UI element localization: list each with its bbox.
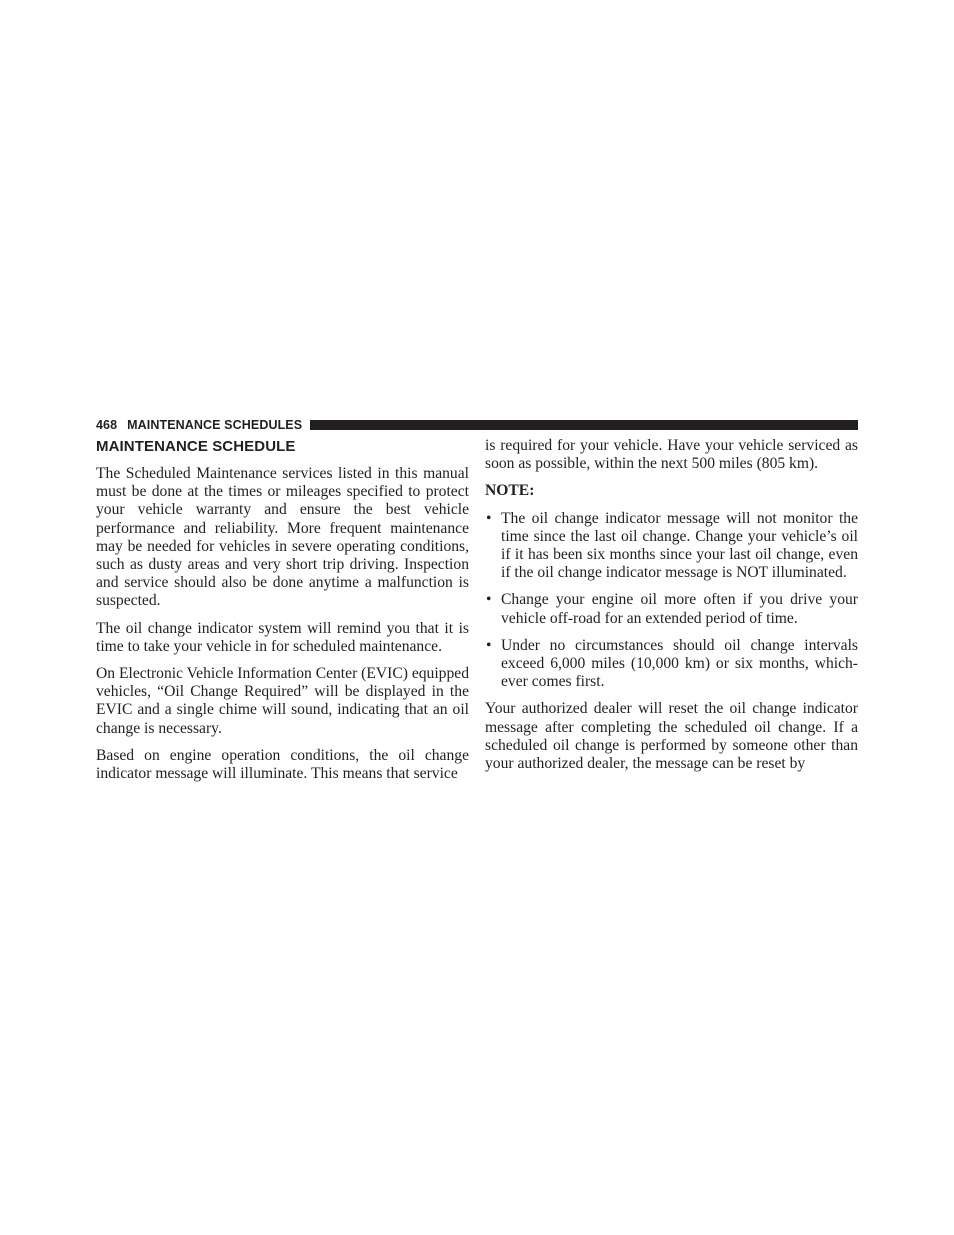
- paragraph-oil-change-reminder: The oil change indicator system will remind you that it is time to take your vehicle in for scheduled maintenance.: [96, 619, 469, 655]
- note-label: NOTE:: [485, 482, 535, 500]
- header-rule-bar: [310, 420, 858, 430]
- running-title: MAINTENANCE SCHEDULES: [127, 418, 303, 432]
- paragraph-continued: is required for your vehicle. Have your vehicle serviced as soon as possible, within the next 500 miles (805 km).: [485, 437, 858, 473]
- section-heading: MAINTENANCE SCHEDULE: [96, 438, 296, 455]
- bullet-text: Change your engine oil more often if you drive your vehicle off-road for an extended period of time.: [501, 591, 858, 627]
- right-column: [485, 437, 858, 782]
- paragraph-scheduled-maintenance: The Scheduled Maintenance services listed in this manual must be done at the times or mileages specified to protect your vehicle warranty and ensure the best vehicle performance and reliability. More frequent maintenance may be needed for vehicles in severe operating conditions, such as dusty areas and very short trip driving. Inspection and service should also be done anytime a malfunction is suspected.: [96, 465, 469, 610]
- running-header: [96, 416, 858, 434]
- bullet-icon: •: [486, 509, 492, 527]
- list-item: [485, 637, 858, 692]
- bullet-text: The oil change indicator message will not monitor the time since the last oil change. Change your vehicle’s oil if it has been six months since your last oil change, even if the oil change indicator message is NOT illuminated.: [501, 509, 858, 582]
- page-number: 468: [96, 418, 118, 432]
- list-item: [485, 591, 858, 627]
- bullet-text: Under no circumstances should oil change intervals exceed 6,000 miles (10,000 km) or six months, whichever comes first.: [501, 636, 858, 691]
- paragraph-dealer-reset: Your authorized dealer will reset the oil change indicator message after completing the scheduled oil change. If a scheduled oil change is performed by someone other than your authorized dealer, the message can be reset by: [485, 700, 858, 773]
- paragraph-engine-conditions: Based on engine operation conditions, the oil change indicator message will illuminate. This means that service: [96, 746, 469, 783]
- bullet-icon: •: [486, 636, 492, 654]
- bullet-icon: •: [486, 591, 492, 609]
- list-item: [485, 510, 858, 583]
- left-column: [96, 437, 469, 792]
- note-bullet-list: [485, 510, 858, 692]
- paragraph-evic: On Electronic Vehicle Information Center (EVIC) equipped vehicles, “Oil Change Required” will be displayed in the EVIC and a single chime will sound, indicating that an oil change is necessary.: [96, 665, 469, 737]
